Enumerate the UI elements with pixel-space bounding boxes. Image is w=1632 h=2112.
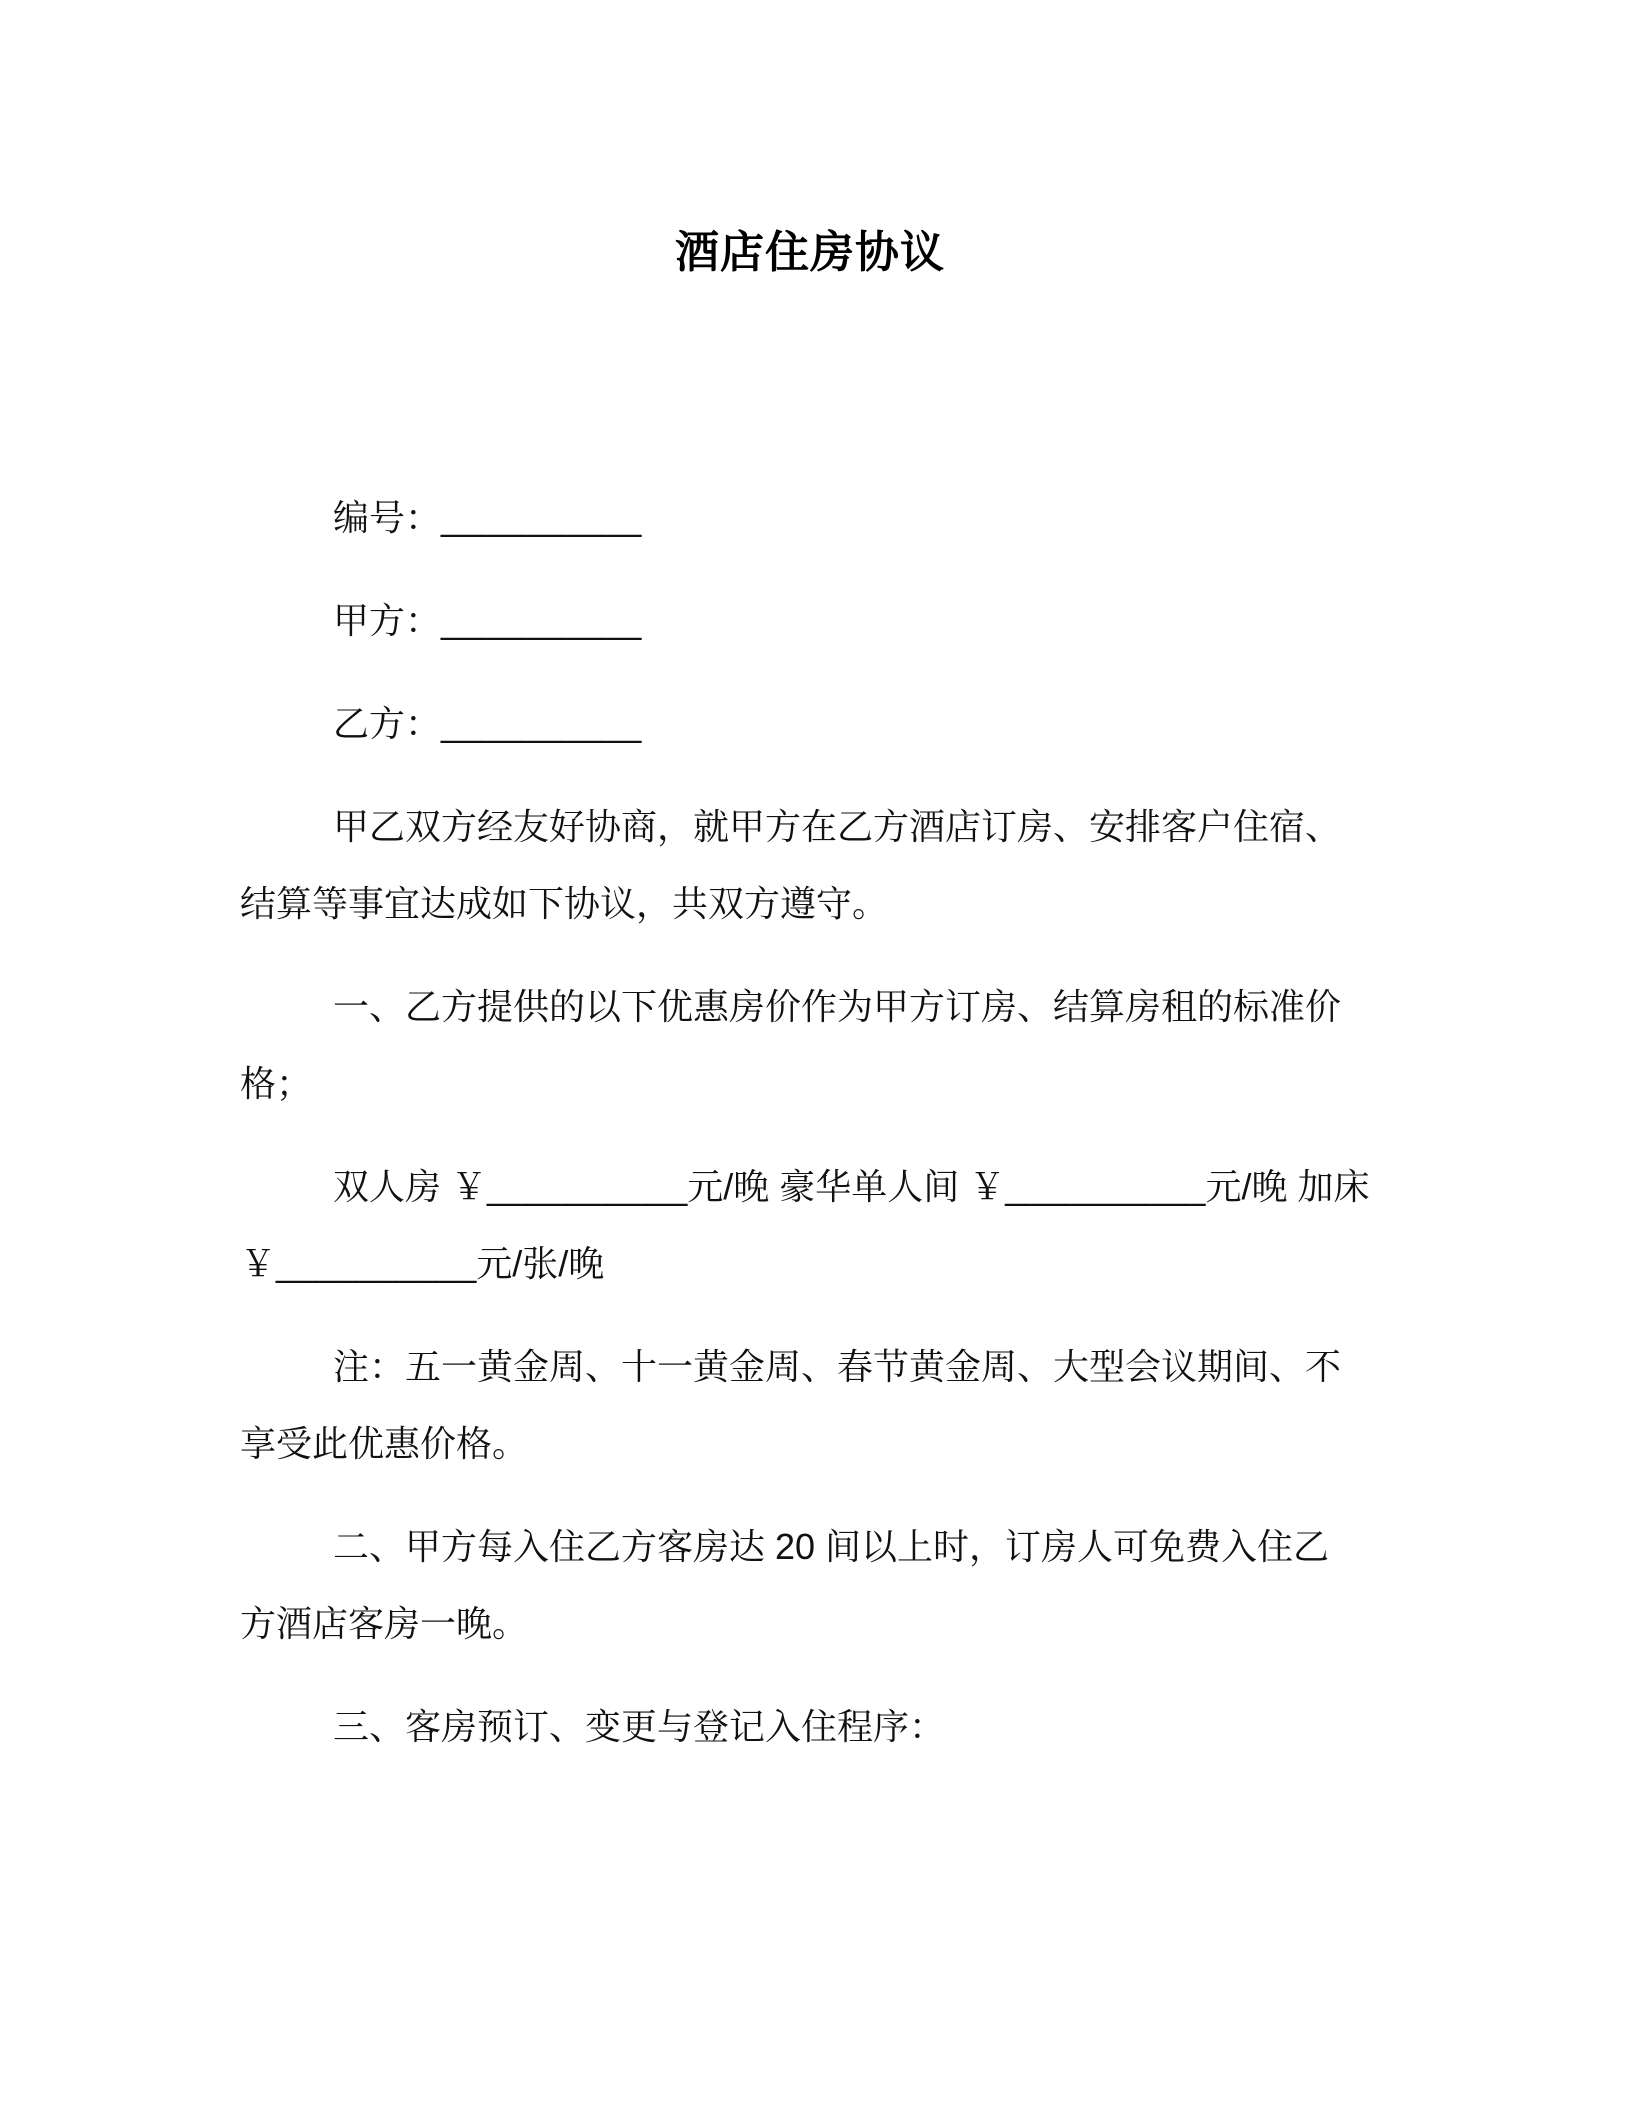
field-party-a (240, 582, 1400, 659)
paragraph-line: 注：五一黄金周、十一黄金周、春节黄金周、大型会议期间、不 (333, 1346, 1342, 1387)
preamble-paragraph (240, 788, 1400, 942)
paragraph-line: 方酒店客房一晚。 (240, 1603, 529, 1644)
paragraph-line: 甲乙双方经友好协商，就甲方在乙方酒店订房、安排客户住宿、 (333, 806, 1342, 847)
paragraph-line: 结算等事宜达成如下协议，共双方遵守。 (240, 883, 889, 924)
paragraph-line: ￥__________元/张/晚 (240, 1243, 605, 1284)
document-title: 酒店住房协议 (675, 228, 945, 277)
clause-2-paragraph (240, 1508, 1400, 1662)
paragraph-line: 二、甲方每入住乙方客房达 20 间以上时，订房人可免费入住乙 (333, 1526, 1330, 1567)
note-paragraph (240, 1328, 1400, 1482)
paragraph-line: 乙方：__________ (333, 703, 642, 744)
document-body (240, 479, 1400, 1791)
paragraph-line: 三、客房预订、变更与登记入住程序： (333, 1706, 946, 1747)
field-party-b (240, 685, 1400, 762)
clause-3-heading (240, 1688, 1400, 1765)
paragraph-line: 甲方：__________ (333, 600, 642, 641)
paragraph-line: 一、乙方提供的以下优惠房价作为甲方订房、结算房租的标准价 (333, 986, 1342, 1027)
paragraph-line: 享受此优惠价格。 (240, 1423, 529, 1464)
room-rates-paragraph (240, 1148, 1400, 1302)
clause-1-paragraph (240, 968, 1400, 1122)
field-number (240, 479, 1400, 556)
paragraph-line: 双人房 ￥__________元/晚 豪华单人间 ￥__________元/晚 加床 (333, 1166, 1370, 1207)
paragraph-line: 编号：__________ (333, 497, 642, 538)
paragraph-line: 格； (240, 1063, 313, 1104)
